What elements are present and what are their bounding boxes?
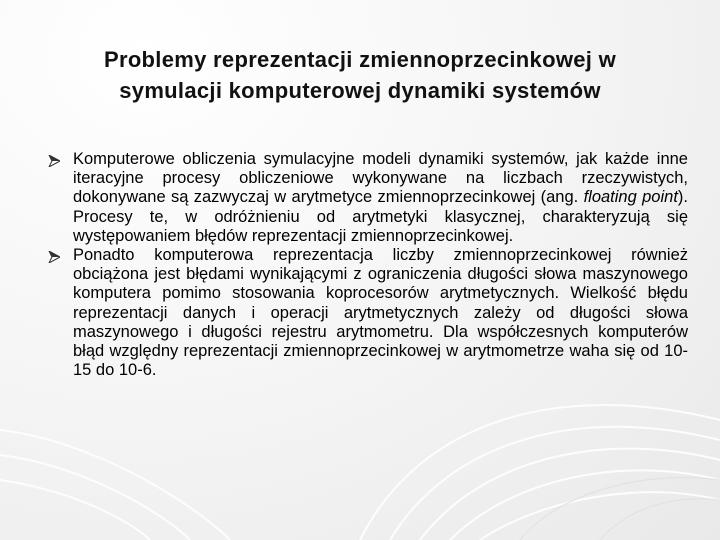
bullet-list bbox=[48, 150, 688, 380]
bullet-item-1 bbox=[48, 150, 688, 246]
bullet-item-2 bbox=[48, 246, 688, 380]
arrowhead-bullet-icon bbox=[48, 251, 60, 263]
italic-term: floating point bbox=[583, 188, 678, 207]
title-line-2: symulacji komputerowej dynamiki systemów bbox=[119, 78, 601, 103]
bullet-text-2: Ponadto komputerowa reprezentacja liczby zmiennoprzecinkowej również obciążona jest błędami wynikającymi z ograniczenia długości słowa maszynowego komputera pomimo stosowania koprocesorów arytmetycznych. Wielkość błędu reprezentacji danych i operacji arytmetycznych zależy od długości słowa maszynowego i długości rejestru arytmometru. Dla współczesnych komputerów błąd względny reprezentacji zmiennoprzecinkowej w arytmometrze waha się od 10-15 do 10-6. bbox=[73, 246, 688, 380]
bullet-text-1: Komputerowe obliczenia symulacyjne modeli dynamiki systemów, jak każde inne iteracyjne procesy obliczeniowe wykonywane na liczbach rzeczywistych, dokonywane są zazwyczaj w arytmetyce zmiennoprzecinkowej (ang. floating point). Procesy te, w odróżnieniu od arytmetyki klasycznej, charakteryzują się występowaniem błędów reprezentacji zmiennoprzecinkowej. bbox=[73, 150, 688, 245]
arrowhead-bullet-icon bbox=[48, 155, 60, 167]
title-line-1: Problemy reprezentacji zmiennoprzecinkowej w bbox=[103, 47, 616, 72]
slide-title bbox=[30, 44, 690, 106]
